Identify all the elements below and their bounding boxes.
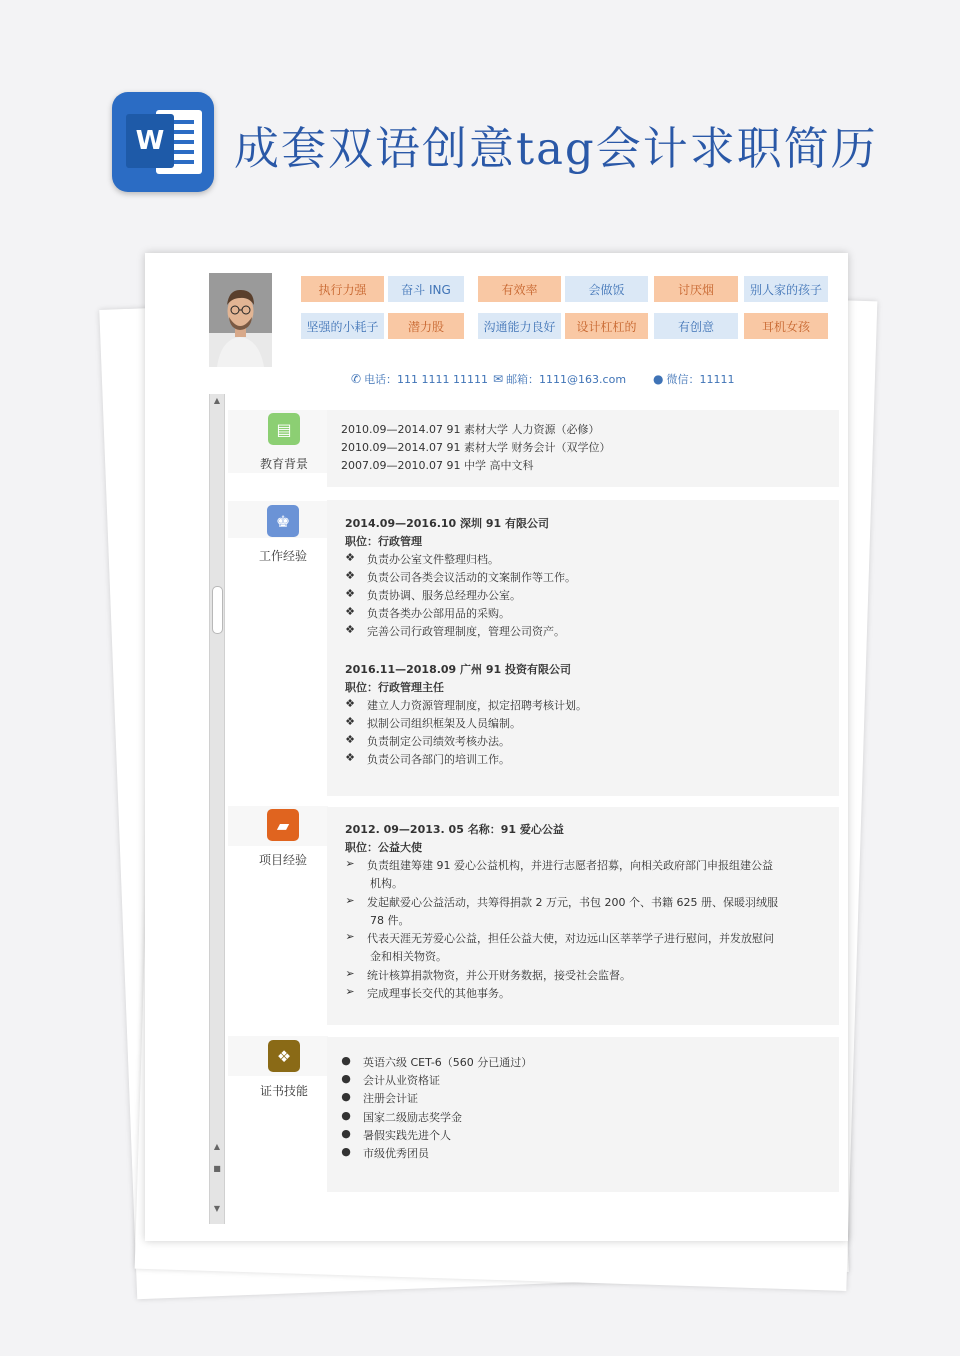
skills-box <box>327 1037 839 1192</box>
project-item: ➢ 完成理事长交代的其他事务。 <box>345 985 510 1000</box>
skill-item: ● 注册会计证 <box>341 1090 418 1105</box>
tag: 有效率 <box>478 276 561 302</box>
scroll-page-up-icon[interactable]: ▲ <box>213 1142 221 1151</box>
tag: 有创意 <box>654 313 738 339</box>
contact-email: ✉ 邮箱：1111@163.com <box>493 372 627 386</box>
scrollbar[interactable] <box>209 394 225 1224</box>
skill-item: ● 市级优秀团员 <box>341 1145 429 1160</box>
project-item: ➢ 代表天涯无芳爱心公益，担任公益大使，对边远山区莘莘学子进行慰问，并发放慰问 <box>345 930 774 945</box>
education-line: 2010.09—2014.07 91 素材大学 财务会计（双学位） <box>341 441 611 454</box>
project-item: ➢ 统计核算捐款物资，并公开财务数据，接受社会监督。 <box>345 967 631 982</box>
education-heading: ▤ 教育背景 <box>239 413 329 472</box>
page-header <box>0 0 960 240</box>
page-title: 成套双语创意tag会计求职简历 <box>234 122 878 175</box>
project-position: 职位：公益大使 <box>345 841 422 854</box>
skill-item: ● 国家二级励志奖学金 <box>341 1109 462 1124</box>
tag: 讨厌烟 <box>654 276 738 302</box>
contact-wechat: ● 微信：11111 <box>653 372 735 386</box>
tag: 别人家的孩子 <box>744 276 828 302</box>
work-box <box>327 500 839 796</box>
project-item-cont: 78 件。 <box>370 914 410 927</box>
scroll-up-icon[interactable]: ▲ <box>213 396 221 405</box>
project-box <box>327 807 839 1025</box>
job-duty: ❖ 负责公司各类会议活动的文案制作等工作。 <box>345 569 576 584</box>
project-icon: ▰ <box>267 809 299 841</box>
job-heading: 2014.09—2016.10 深圳 91 有限公司 <box>345 517 549 530</box>
skill-item: ● 会计从业资格证 <box>341 1072 440 1087</box>
job-duty: ❖ 负责协调、服务总经理办公室。 <box>345 587 521 602</box>
tag: 设计杠杠的 <box>565 313 648 339</box>
education-line: 2007.09—2010.07 91 中学 高中文科 <box>341 459 534 472</box>
tag: 耳机女孩 <box>744 313 828 339</box>
project-item: ➢ 发起献爱心公益活动，共筹得捐款 2 万元，书包 200 个、书籍 625 册、保暖羽绒服 <box>345 894 778 909</box>
project-item-cont: 金和相关物资。 <box>370 950 447 963</box>
education-box <box>327 410 839 487</box>
project-heading: ▰ 项目经验 <box>238 809 328 868</box>
phone-icon: ✆ <box>351 372 362 386</box>
tag: 奋斗 ING <box>388 276 464 302</box>
job-duty: ❖ 完善公司行政管理制度，管理公司资产。 <box>345 623 565 638</box>
job-duty: ❖ 负责公司各部门的培训工作。 <box>345 751 510 766</box>
tag: 坚强的小耗子 <box>301 313 384 339</box>
work-heading: ♚ 工作经验 <box>238 505 328 564</box>
tag: 沟通能力良好 <box>478 313 561 339</box>
avatar <box>209 273 272 367</box>
scroll-dot-icon[interactable]: ■ <box>213 1164 221 1173</box>
skill-item: ● 暑假实践先进个人 <box>341 1127 451 1142</box>
job-duty: ❖ 负责办公室文件整理归档。 <box>345 551 499 566</box>
tag: 会做饭 <box>565 276 648 302</box>
project-item: ➢ 负责组建筹建 91 爱心公益机构，并进行志愿者招募，向相关政府部门申报组建公益 <box>345 857 773 872</box>
certificate-icon: ❖ <box>268 1040 300 1072</box>
job-duty: ❖ 负责各类办公部用品的采购。 <box>345 605 510 620</box>
job-duty: ❖ 建立人力资源管理制度，拟定招聘考核计划。 <box>345 697 587 712</box>
word-logo-icon: W <box>112 92 214 192</box>
job-duty: ❖ 拟制公司组织框架及人员编制。 <box>345 715 521 730</box>
tag: 潜力股 <box>388 313 464 339</box>
job-duty: ❖ 负责制定公司绩效考核办法。 <box>345 733 510 748</box>
resume-sheet <box>145 253 848 1241</box>
scrollbar-thumb[interactable] <box>212 586 223 634</box>
contact-phone: ✆ 电话：111 1111 11111 <box>351 372 489 386</box>
wechat-icon: ● <box>653 372 664 386</box>
tag: 执行力强 <box>301 276 384 302</box>
skills-heading: ❖ 证书技能 <box>239 1040 329 1099</box>
project-title: 2012. 09—2013. 05 名称：91 爱心公益 <box>345 823 564 836</box>
job-heading: 2016.11—2018.09 广州 91 投资有限公司 <box>345 663 571 676</box>
project-item-cont: 机构。 <box>370 877 403 890</box>
job-position: 职位：行政管理主任 <box>345 681 444 694</box>
email-icon: ✉ <box>493 372 504 386</box>
job-position: 职位：行政管理 <box>345 535 422 548</box>
education-icon: ▤ <box>268 413 300 445</box>
skill-item: ● 英语六级 CET-6（560 分已通过） <box>341 1054 533 1069</box>
education-line: 2010.09—2014.07 91 素材大学 人力资源（必修） <box>341 423 600 436</box>
work-icon: ♚ <box>267 505 299 537</box>
scroll-down-icon[interactable]: ▼ <box>213 1204 221 1213</box>
